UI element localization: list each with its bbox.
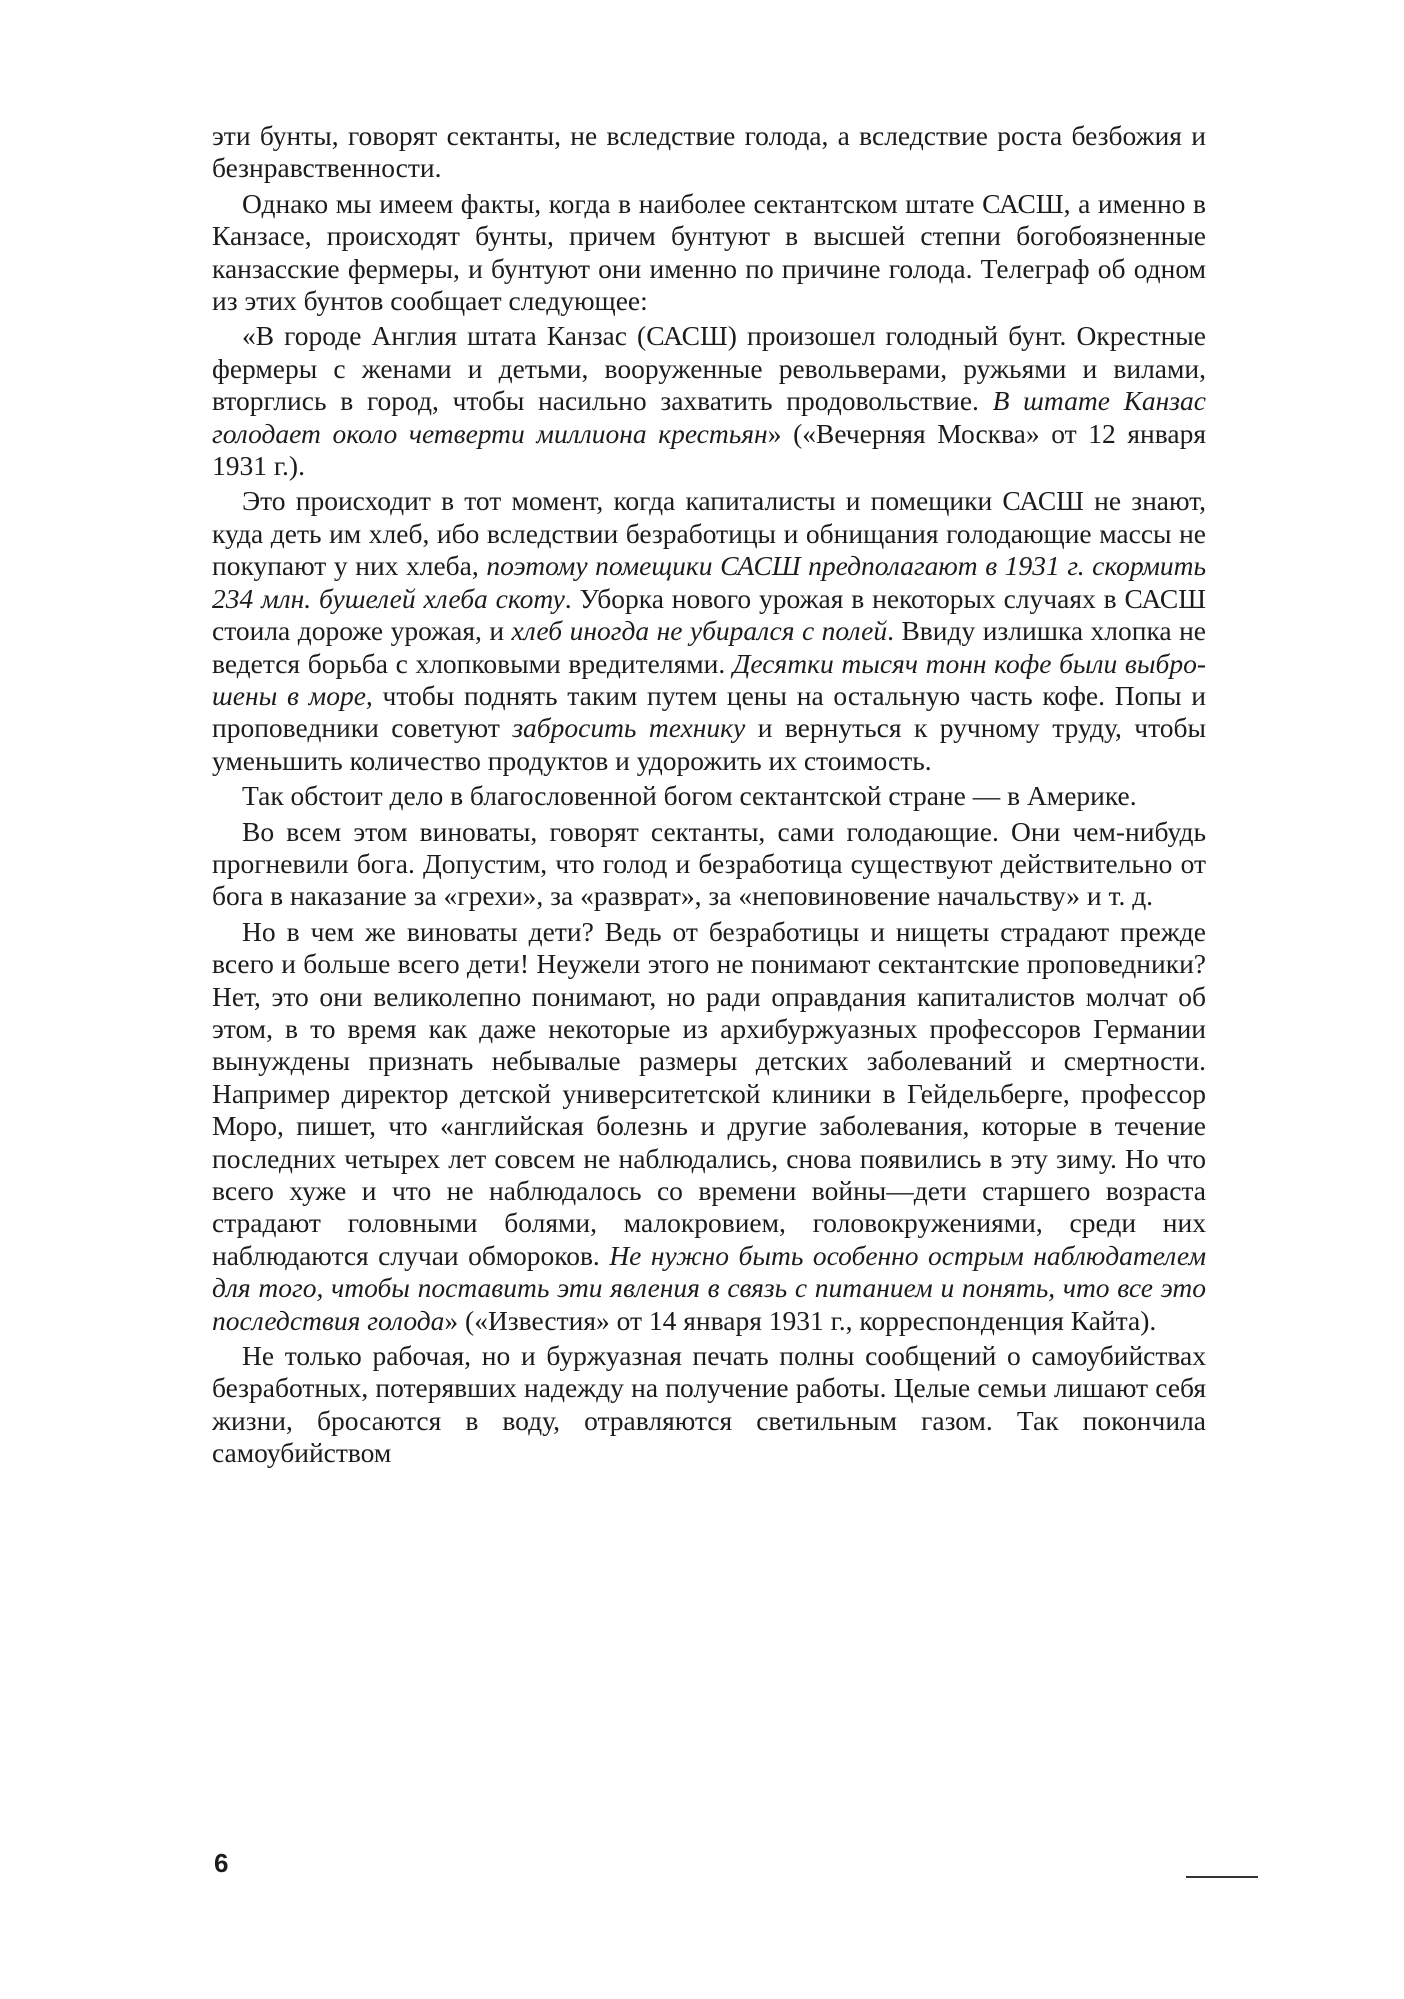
- text-run: Не только рабочая, но и буржуазная печать полны сообщений о самоубийствах безработных, потерявших надежду на получение работы. Целые семьи лишают себя жизни, бросаются в воду, отравляются светильным газом. Так покончила самоубийством: [212, 1340, 1206, 1469]
- text-run: Однако мы имеем факты, когда в наиболее сектантском штате САСШ, а именно в Канзасе, происходят бунты, причем бунтуют в высшей степни богобоязненные канзасские фермеры, и бунтуют они именно по причине голода. Телеграф об одном из этих бунтов сообщает следующее:: [212, 187, 1206, 317]
- paragraph: [212, 485, 1206, 777]
- paragraph: [212, 320, 1206, 482]
- paragraph: [212, 1340, 1206, 1470]
- text-run: . Уборка нового урожая в некоторых случаях в САСШ стоила дороже урожая, и: [212, 582, 1206, 647]
- italic-text: В штате Канзас голодает около четверти миллиона крестьян: [212, 385, 1206, 449]
- italic-text: Десятки тысяч тонн кофе были выброшены в море,: [212, 647, 1206, 711]
- italic-text: Не нужно быть особенно острым наблюдателем для того, чтобы поставить эти явления в связь с питанием и понять, что все это последствия голода: [212, 1239, 1206, 1336]
- paragraph: [212, 188, 1206, 318]
- page-body: [212, 120, 1206, 1473]
- italic-text: хлеб иногда не убирался с полей: [511, 615, 888, 647]
- text-run: . Ввиду излишка хлопка не ведется борьба с хлопковыми вредителями.: [212, 615, 1206, 679]
- text-run: и вернуться к ручному труду, чтобы уменьшить количество продуктов и удорожить их стоимость.: [212, 712, 1206, 776]
- paragraph: [212, 120, 1206, 185]
- italic-text: забросить технику: [512, 712, 746, 744]
- italic-text: поэтому помещики САСШ предполагают в 1931 г. скормить 234 млн. бушелей хлеба скоту: [212, 550, 1206, 614]
- text-run: чтобы поднять таким путем цены на остальную часть кофе. Попы и проповедники советуют: [212, 679, 1206, 744]
- text-run: «В городе Англия штата Канзас (САСШ) произошел голодный бунт. Окрестные фермеры с женами и детьми, вооруженные револьверами, ружьями и вилами, вторглись в город, чтобы насильно захватить продовольствие.: [212, 320, 1206, 417]
- footer-rule: [1186, 1876, 1258, 1878]
- paragraph: [212, 780, 1206, 812]
- text-run: Во всем этом виноваты, говорят сектанты, сами голодающие. Они чем-нибудь прогневили бога. Допустим, что голод и безработица существуют действительно от бога в наказание за «грехи», за «разврат», за «неповиновение начальству» и т. д.: [212, 815, 1206, 912]
- paragraph: [212, 816, 1206, 913]
- text-run: Это происходит в тот момент, когда капиталисты и помещики САСШ не знают, куда деть им хлеб, ибо вследствии безработицы и обнищания голодающие массы не покупают у них хлеба,: [212, 485, 1206, 582]
- page-number: 6: [214, 1848, 229, 1878]
- paragraph: [212, 916, 1206, 1337]
- text-run: » («Известия» от 14 января 1931 г., корреспонденция Кайта).: [444, 1304, 1157, 1336]
- text-run: эти бунты, говорят сектанты, не вследствие голода, а вследствие роста безбожия и безнравственности.: [212, 120, 1206, 184]
- text-run: Но в чем же виноваты дети? Ведь от безработицы и нищеты страдают прежде всего и больше всего дети! Неужели этого не понимают сектантские проповедники? Нет, это они великолепно понимают, но ради оправдания капиталистов молчат об этом, в то время как даже некоторые из архибуржуазных профессоров Германии вынуждены признать небывалые размеры детских заболеваний и смертности. Например директор детской университетской клиники в Гейдельберге, профессор Моро, пишет, что «английская болезнь и другие заболевания, которые в течение последних четырех лет совсем не наблюдались, снова появились в эту зиму. Но что всего хуже и что не наблюдалось со времени войны—дети старшего возраста страдают головными болями, малокровием, головокружениями, среди них наблюдаются случаи обмороков.: [212, 915, 1206, 1271]
- text-run: » («Вечерняя Москва» от 12 января 1931 г.).: [212, 417, 1206, 482]
- text-run: Так обстоит дело в благословенной богом сектантской стране — в Америке.: [242, 780, 1137, 812]
